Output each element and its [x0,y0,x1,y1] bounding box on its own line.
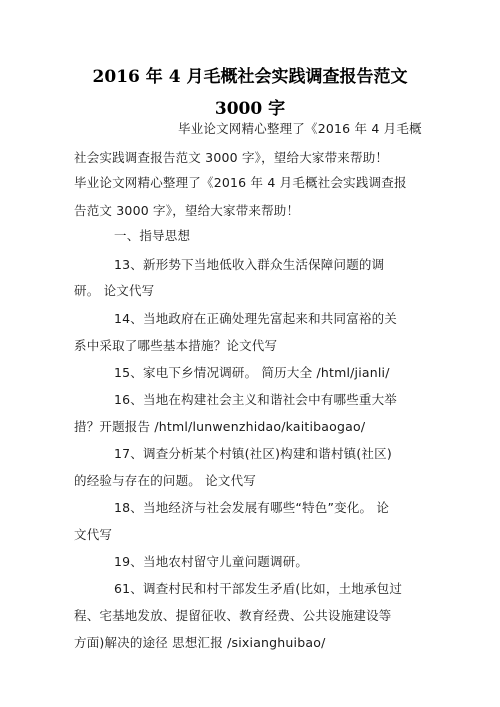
paragraph-line: 的经验与存在的问题。 论文代写 [74,473,256,488]
paragraph-line: 毕业论文网精心整理了《2016 年 4 月毛概 [178,121,422,136]
paragraph-line: 系中采取了哪些基本措施？论文代写 [74,338,278,353]
paragraph-line: 毕业论文网精心整理了《2016 年 4 月毛概社会实践调查报 [74,175,407,190]
paragraph-line: 研。 论文代写 [74,283,155,298]
paragraph-line: 16、当地在构建社会主义和谐社会中有哪些重大举 [114,392,398,407]
document-title-line-1: 2016 年 4 月毛概社会实践调查报告范文 [92,67,408,87]
paragraph-line: 18、当地经济与社会发展有哪些“特色”变化。 论 [114,500,390,515]
paragraph-line: 61、调查村民和村干部发生矛盾(比如，土地承包过 [114,581,403,596]
paragraph-line: 措？开题报告 /html/lunwenzhidao/kaitibaogao/ [74,419,366,434]
paragraph-line: 14、当地政府在正确处理先富起来和共同富裕的关 [114,311,398,326]
paragraph-line: 15、家电下乡情况调研。 简历大全 /html/jianli/ [114,365,390,380]
paragraph-line: 告范文 3000 字》，望给大家带来帮助！ [74,203,300,218]
paragraph-line: 方面)解决的途径 思想汇报 /sixianghuibao/ [74,635,326,650]
section-heading: 一、指导思想 [114,228,191,243]
paragraph-line: 17、调查分析某个村镇(社区)构建和谐村镇(社区) [114,446,392,461]
paragraph-line: 程、宅基地发放、提留征收、教育经费、公共设施建设等 [74,608,392,623]
paragraph-line: 文代写 [74,527,113,542]
document-title-line-2: 3000 字 [214,99,286,119]
paragraph-line: 13、新形势下当地低收入群众生活保障问题的调 [114,257,385,272]
paragraph-line: 19、当地农村留守儿童问题调研。 [114,554,309,569]
paragraph-line: 社会实践调查报告范文 3000 字》，望给大家带来帮助！ [74,150,389,165]
